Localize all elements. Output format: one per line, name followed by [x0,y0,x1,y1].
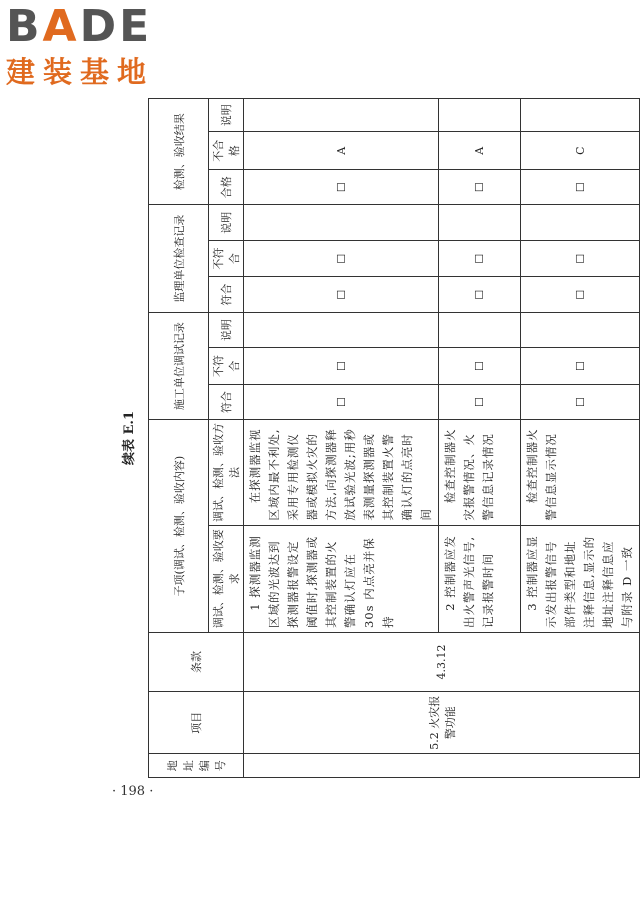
address-cell [244,754,640,778]
acceptance-pass-checkbox[interactable]: ☐ [521,170,640,205]
header-acceptance-note: 说明 [209,99,244,132]
construction-pass-checkbox[interactable]: ☐ [244,384,439,419]
acceptance-pass-checkbox[interactable]: ☐ [244,170,439,205]
requirement-cell: 1 探测器监测区域的光波达到探测器报警设定阈值时,探测器或其控制装置的火警确认灯应在 30s 内点亮并保持 [244,525,439,632]
header-address-no: 地址编号 [149,754,244,778]
supervision-note-cell [439,205,521,240]
construction-pass-checkbox[interactable]: ☐ [521,384,640,419]
supervision-fail-checkbox[interactable]: ☐ [439,240,521,277]
header-construction-pass: 符合 [209,384,244,419]
supervision-note-cell [521,205,640,240]
header-supervision-note: 说明 [209,205,244,240]
supervision-pass-checkbox[interactable]: ☐ [244,277,439,312]
construction-fail-checkbox[interactable]: ☐ [244,348,439,385]
construction-note-cell [439,312,521,347]
construction-fail-checkbox[interactable]: ☐ [439,348,521,385]
header-construction: 施工单位调试记录 [149,312,209,419]
requirement-cell: 2 控制器应发出火警声光信号,记录报警时间 [439,525,521,632]
construction-note-cell [244,312,439,347]
supervision-fail-checkbox[interactable]: ☐ [521,240,640,277]
supervision-note-cell [244,205,439,240]
logo [6,1,186,96]
logo-brand: BADE [6,1,153,52]
logo-subtitle: 建装基地 [6,55,155,89]
supervision-fail-checkbox[interactable]: ☐ [244,240,439,277]
acceptance-note-cell [521,99,640,132]
acceptance-note-cell [244,99,439,132]
method-cell: 检查控制器火警信息显示情况 [521,420,640,525]
construction-fail-checkbox[interactable]: ☐ [521,348,640,385]
header-requirement: 调试、检测、验收要求 [209,525,244,632]
requirement-cell: 3 控制器应显示发出报警信号部件类型和地址注释信息,显示的地址注释信息应与附录 D 一致 [521,525,640,632]
acceptance-result-value: C [521,132,640,170]
header-sub-item: 子项(调试、检测、验收内容) [149,420,209,633]
table-row [244,99,439,778]
clause-cell: 4.3.12 [244,633,640,692]
acceptance-note-cell [439,99,521,132]
header-acceptance-pass: 合格 [209,170,244,205]
header-method: 调试、检测、验收方法 [209,420,244,525]
supervision-pass-checkbox[interactable]: ☐ [521,277,640,312]
inspection-table [148,98,640,778]
method-cell: 检查控制器火灾报警情况、火警信息记录情况 [439,420,521,525]
header-clause: 条款 [149,633,244,692]
header-acceptance-fail: 不合格 [209,132,244,170]
page-number: · 198 · [112,784,154,799]
item-cell: 5.2 火灾报警功能 [244,692,640,754]
method-cell: 在探测器监视区域内最不利处,采用专用检测仪器或模拟火灾的方法,向探测器释放试验光波;用秒表测量探测器或其控制装置火警确认灯的点亮时间 [244,420,439,525]
header-supervision-fail: 不符合 [209,240,244,277]
header-supervision: 监理单位检查记录 [149,205,209,312]
header-construction-fail: 不符合 [209,348,244,385]
supervision-pass-checkbox[interactable]: ☐ [439,277,521,312]
construction-pass-checkbox[interactable]: ☐ [439,384,521,419]
header-construction-note: 说明 [209,312,244,347]
header-acceptance: 检测、验收结果 [149,99,209,205]
table-caption: 续表 E.1 [122,411,137,466]
construction-note-cell [521,312,640,347]
header-item: 项目 [149,692,244,754]
acceptance-result-value: A [439,132,521,170]
acceptance-pass-checkbox[interactable]: ☐ [439,170,521,205]
header-supervision-pass: 符合 [209,277,244,312]
acceptance-result-value: A [244,132,439,170]
rotated-page-content [108,98,634,778]
